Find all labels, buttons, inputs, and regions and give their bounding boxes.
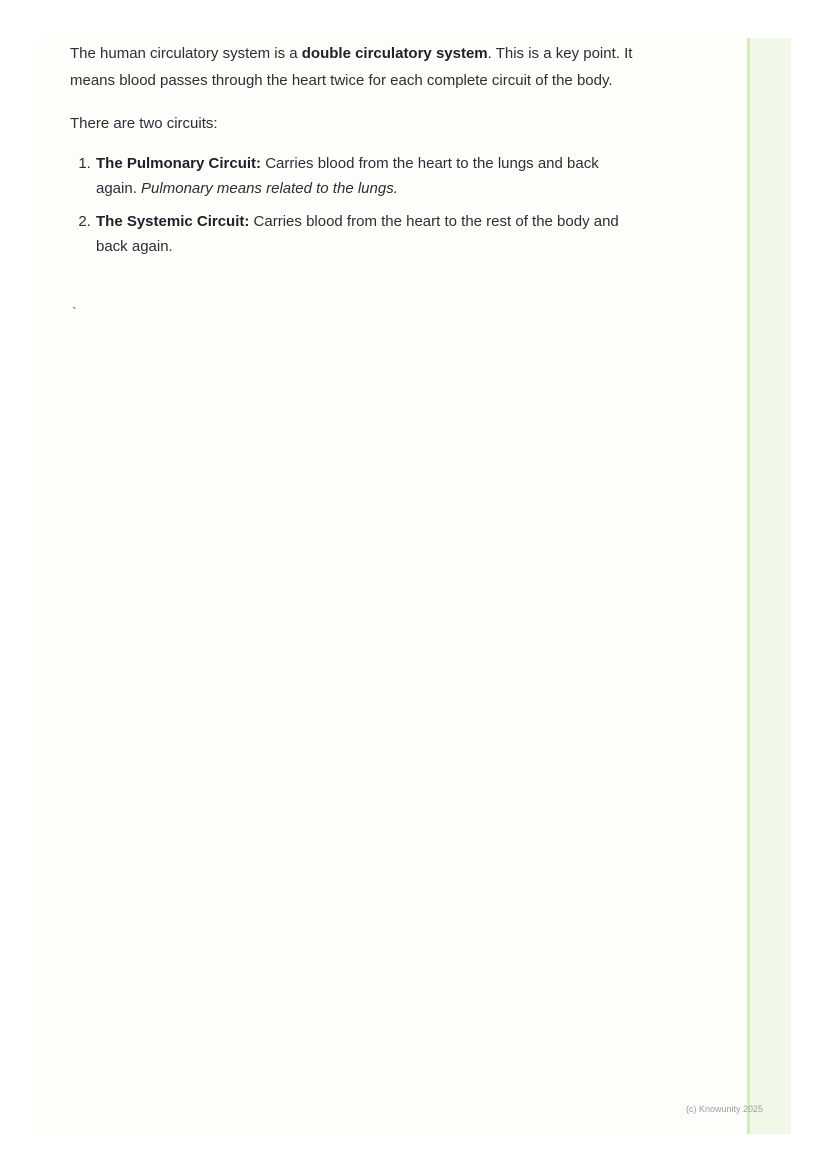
list-item-note: Pulmonary means related to the lungs. xyxy=(141,180,398,197)
copyright-footer: (c) Knowunity 2025 xyxy=(686,1104,764,1114)
list-item-text: Carries blood from the heart to the rest of the body and back again. xyxy=(96,213,619,255)
list-item-pulmonary xyxy=(95,151,640,201)
intro-bold-term: double circulatory system xyxy=(301,45,488,62)
stray-mark: ` xyxy=(72,304,77,320)
circuits-intro: There are two circuits: xyxy=(70,115,218,132)
circuits-list xyxy=(70,151,640,259)
intro-paragraph xyxy=(70,40,640,94)
list-item-title: The Pulmonary Circuit: xyxy=(96,155,262,172)
list-item-title: The Systemic Circuit: xyxy=(96,213,250,230)
intro-text-after: . This is a key point. It means blood passes through the heart twice for each complete circuit of the body. xyxy=(70,45,633,89)
margin-band xyxy=(750,38,791,1134)
list-item-text: Carries blood from the heart to the lungs and back again. xyxy=(96,155,599,197)
document-content xyxy=(70,40,640,267)
list-item-systemic xyxy=(95,209,640,259)
intro-text-before: The human circulatory system is a xyxy=(70,45,302,62)
